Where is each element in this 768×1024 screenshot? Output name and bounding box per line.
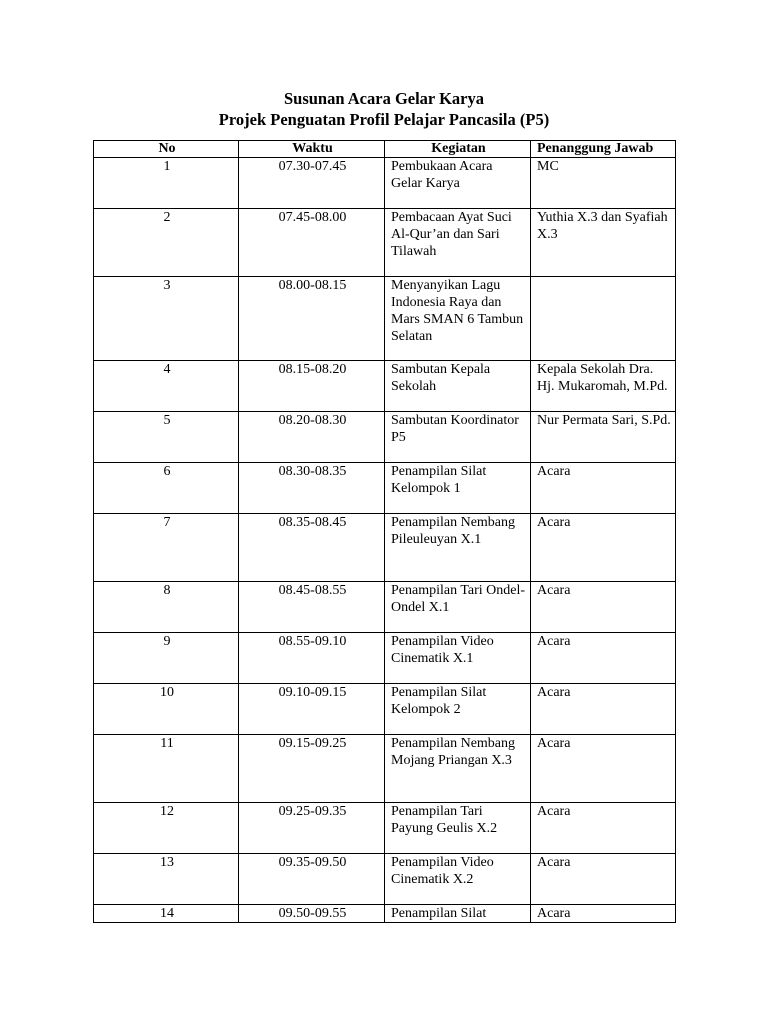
cell-no: 9 [94, 633, 239, 684]
table-row [94, 277, 676, 361]
cell-time: 08.15-08.20 [239, 361, 385, 412]
table-row [94, 463, 676, 514]
table-row [94, 412, 676, 463]
cell-time: 08.55-09.10 [239, 633, 385, 684]
header-no: No [94, 141, 239, 158]
header-kegiatan: Kegiatan [385, 141, 531, 158]
cell-no: 4 [94, 361, 239, 412]
cell-activity: Penampilan Silat [385, 905, 531, 923]
cell-no: 14 [94, 905, 239, 923]
cell-no: 1 [94, 158, 239, 209]
cell-pic: Nur Permata Sari, S.Pd. [531, 412, 676, 463]
table-row [94, 684, 676, 735]
cell-pic: Acara [531, 582, 676, 633]
cell-time: 07.30-07.45 [239, 158, 385, 209]
cell-pic: MC [531, 158, 676, 209]
title-line-2: Projek Penguatan Profil Pelajar Pancasila (P5) [218, 110, 550, 129]
cell-no: 7 [94, 514, 239, 582]
cell-pic: Yuthia X.3 dan Syafiah X.3 [531, 209, 676, 277]
cell-pic: Acara [531, 463, 676, 514]
cell-time: 08.00-08.15 [239, 277, 385, 361]
header-waktu: Waktu [239, 141, 385, 158]
cell-pic: Acara [531, 854, 676, 905]
table-row [94, 361, 676, 412]
cell-no: 10 [94, 684, 239, 735]
cell-activity: Penampilan Nembang Pileuleuyan X.1 [385, 514, 531, 582]
cell-time: 08.45-08.55 [239, 582, 385, 633]
table-row [94, 905, 676, 923]
cell-time: 09.35-09.50 [239, 854, 385, 905]
cell-pic [531, 277, 676, 361]
table-row [94, 735, 676, 803]
table-row [94, 582, 676, 633]
cell-time: 09.15-09.25 [239, 735, 385, 803]
table-row [94, 633, 676, 684]
table-row [94, 854, 676, 905]
cell-activity: Sambutan Kepala Sekolah [385, 361, 531, 412]
cell-activity: Menyanyikan Lagu Indonesia Raya dan Mars SMAN 6 Tambun Selatan [385, 277, 531, 361]
cell-time: 08.35-08.45 [239, 514, 385, 582]
cell-time: 08.30-08.35 [239, 463, 385, 514]
cell-no: 8 [94, 582, 239, 633]
cell-no: 11 [94, 735, 239, 803]
cell-activity: Sambutan Koordinator P5 [385, 412, 531, 463]
cell-time: 08.20-08.30 [239, 412, 385, 463]
cell-activity: Penampilan Tari Ondel-Ondel X.1 [385, 582, 531, 633]
cell-activity: Penampilan Video Cinematik X.1 [385, 633, 531, 684]
cell-pic: Acara [531, 633, 676, 684]
cell-pic: Acara [531, 514, 676, 582]
document-title [0, 88, 768, 130]
cell-time: 09.50-09.55 [239, 905, 385, 923]
cell-activity: Penampilan Silat Kelompok 1 [385, 463, 531, 514]
cell-time: 07.45-08.00 [239, 209, 385, 277]
table-row [94, 803, 676, 854]
cell-activity: Pembukaan Acara Gelar Karya [385, 158, 531, 209]
cell-activity: Penampilan Video Cinematik X.2 [385, 854, 531, 905]
cell-activity: Penampilan Silat Kelompok 2 [385, 684, 531, 735]
schedule-table [93, 140, 676, 923]
cell-pic: Kepala Sekolah Dra. Hj. Mukaromah, M.Pd. [531, 361, 676, 412]
cell-no: 2 [94, 209, 239, 277]
cell-pic: Acara [531, 735, 676, 803]
title-line-1: Susunan Acara Gelar Karya [283, 89, 484, 108]
table-header-row [94, 141, 676, 158]
cell-activity: Penampilan Tari Payung Geulis X.2 [385, 803, 531, 854]
cell-time: 09.25-09.35 [239, 803, 385, 854]
cell-no: 5 [94, 412, 239, 463]
cell-no: 13 [94, 854, 239, 905]
cell-time: 09.10-09.15 [239, 684, 385, 735]
cell-no: 3 [94, 277, 239, 361]
table-row [94, 209, 676, 277]
cell-no: 12 [94, 803, 239, 854]
header-penanggung-jawab: Penanggung Jawab [531, 141, 676, 158]
cell-activity: Pembacaan Ayat Suci Al-Qur’an dan Sari Tilawah [385, 209, 531, 277]
cell-pic: Acara [531, 905, 676, 923]
cell-pic: Acara [531, 684, 676, 735]
cell-pic: Acara [531, 803, 676, 854]
cell-activity: Penampilan Nembang Mojang Priangan X.3 [385, 735, 531, 803]
table-row [94, 514, 676, 582]
table-row [94, 158, 676, 209]
cell-no: 6 [94, 463, 239, 514]
